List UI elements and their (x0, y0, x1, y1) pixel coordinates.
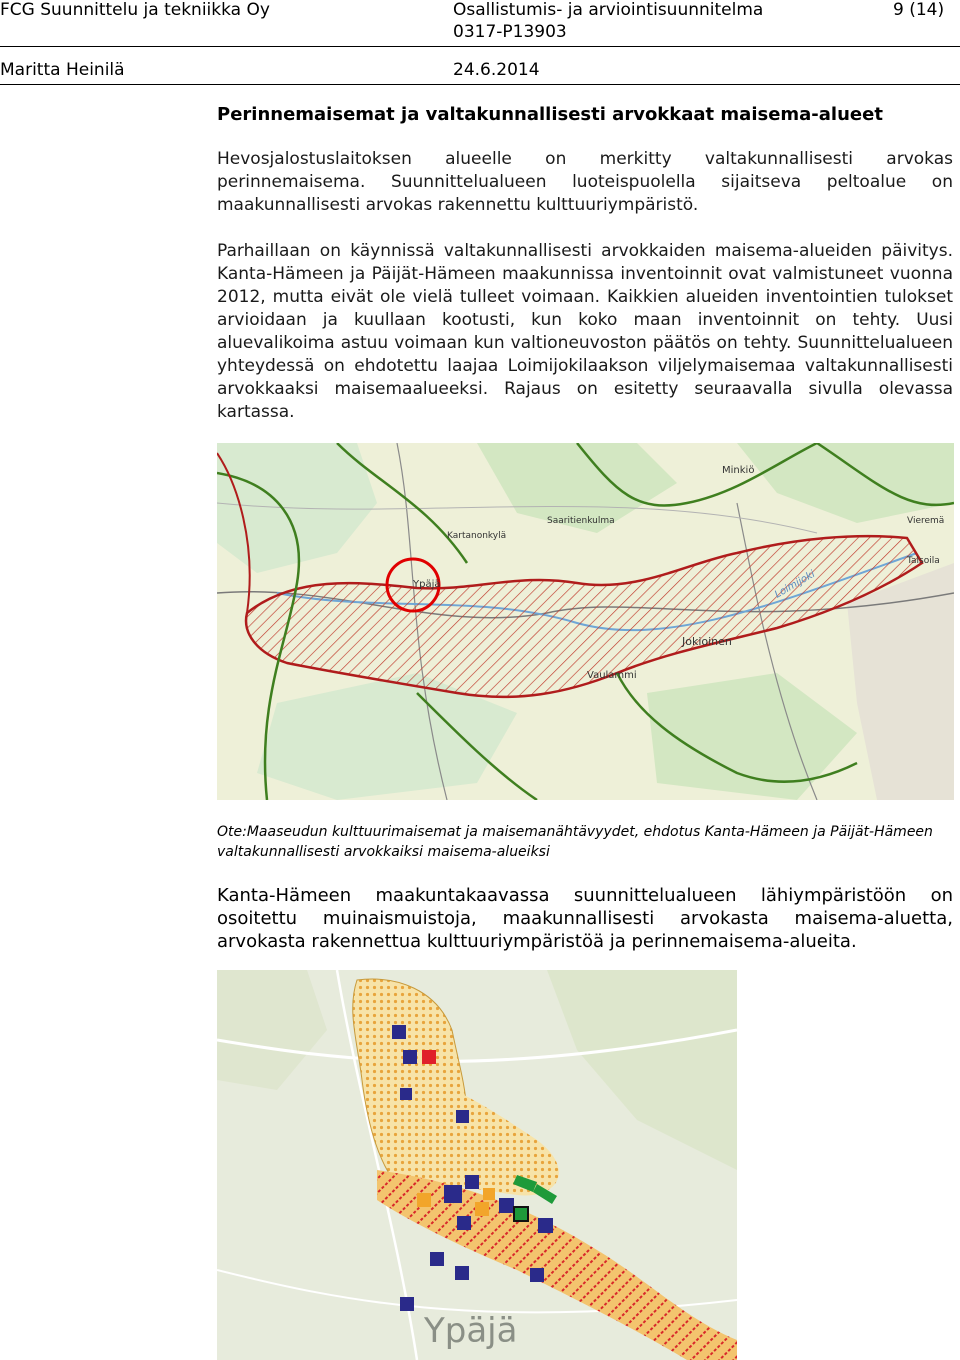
landscape-area-map-svg (217, 443, 954, 800)
paragraph-2: Parhaillaan on käynnissä valtakunnallisesti arvokkaiden maisema-alueiden päivitys. Kanta-Hämeen ja Päijät-Hämeen maakunnissa inventoinnit ovat valmistuneet vuonna 2012, mutta eivät ole vielä tulleet voimaan. Kaikkien alueiden inventointien tulokset arvioidaan ja kuullaan kootusti, kun koko maan inventoinnit on tehty. Uusi aluevalikoima astuu voimaan kun valtioneuvoston päätös on tehty. Suunnittelualueen yhteydessä on ehdotettu laajaa Loimijokilaakson viljelymaisemaa valtakunnallisesti arvokkaaksi maisemaalueeksi. Rajaus on esitetty seuraavalla sivulla olevassa kartassa. (217, 241, 953, 422)
landscape-area-map (217, 443, 954, 800)
header-company: FCG Suunnittelu ja tekniikka Oy (0, 0, 270, 20)
map2-label-ypaja: Ypäjä (424, 1311, 518, 1351)
header-date: 24.6.2014 (453, 60, 540, 80)
map-label-vierema: Vieremä (907, 516, 945, 526)
paragraph-1: Hevosjalostuslaitoksen alueelle on merkitty valtakunnallisesti arvokas perinnemaisema. Suunnittelualueen luoteispuolella sijaitseva peltoalue on maakunnallisesti arvokas rakennettu kulttuuriympäristö. (217, 149, 953, 215)
paragraph-3: Kanta-Hämeen maakuntakaavassa suunnittelualueen lähiympäristöön on osoitettu muinaismuistoja, maakunnallisesti arvokasta maisema-aluetta, arvokasta rakennettua kulttuuriympäristöä ja perinnemaisema-alueita. (217, 885, 953, 952)
map-label-loimijoki: Loimijoki (773, 568, 817, 601)
map-label-talsoila: Talsoila (907, 556, 940, 566)
header-divider-top (0, 46, 960, 47)
map-label-kartanonkyla: Kartanonkylä (447, 531, 507, 541)
regional-plan-map (217, 970, 737, 1360)
header-divider-bottom (0, 84, 960, 85)
map-caption: Ote:Maaseudun kulttuurimaisemat ja maisemanähtävyydet, ehdotus Kanta-Hämeen ja Päijät-Hämeen valtakunnallisesti arvokkaiksi maisema-alueiksi (217, 824, 933, 860)
map-label-vaulammi: Vaulammi (587, 670, 637, 681)
header-page-number: 9 (14) (893, 0, 945, 20)
map-label-saaritienkulma: Saaritienkulma (547, 516, 615, 526)
header-doc-title: Osallistumis- ja arviointisuunnitelma (453, 0, 764, 20)
header-doc-number: 0317-P13903 (453, 22, 567, 42)
map-label-jokioinen: Jokioinen (682, 635, 732, 648)
map-label-ypaja: Ypäjä (413, 579, 441, 590)
map-label-minkio: Minkiö (722, 465, 755, 476)
section-heading: Perinnemaisemat ja valtakunnallisesti arvokkaat maisema-alueet (217, 104, 883, 125)
header-author: Maritta Heinilä (0, 60, 125, 80)
regional-plan-map-svg (217, 970, 737, 1360)
